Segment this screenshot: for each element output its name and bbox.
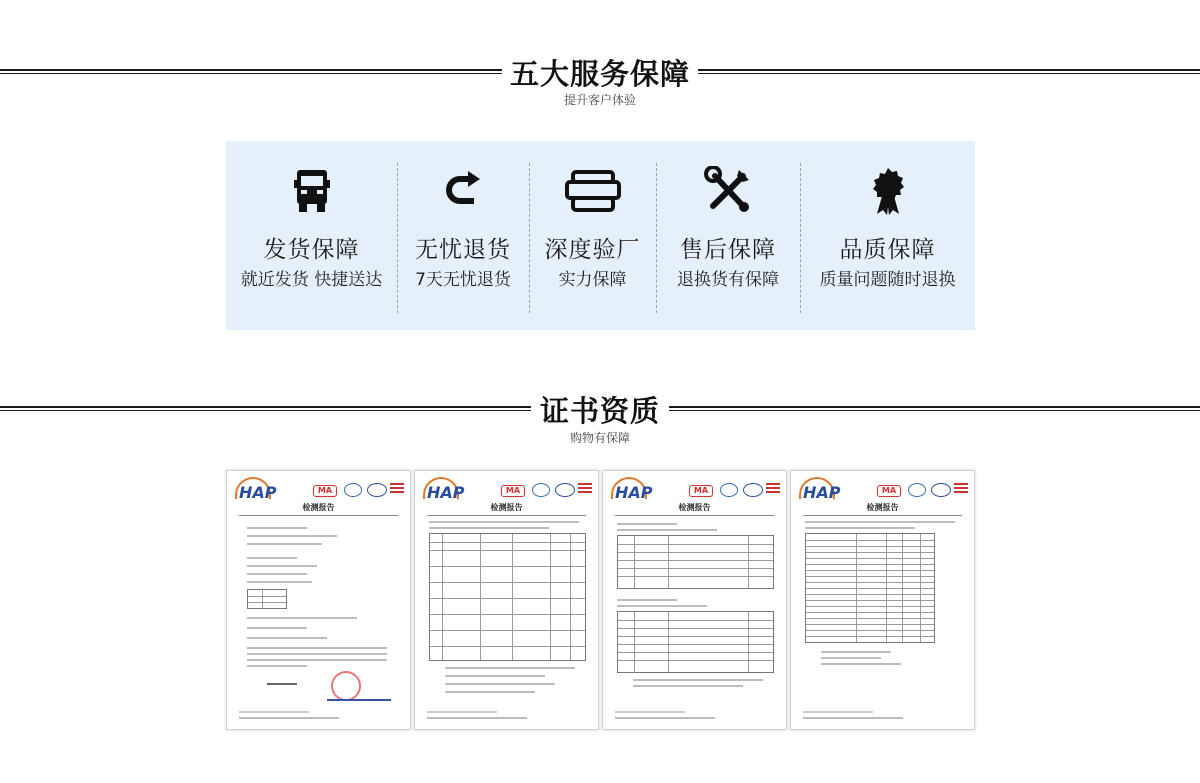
ma-stamp-logo: MA [501, 485, 525, 497]
service-name: 售后保障 [680, 237, 776, 263]
cnas-logo [367, 483, 387, 497]
certificate-document [414, 470, 599, 730]
service-item-shipping [226, 141, 397, 330]
service-desc: 7天无忧退货 [415, 270, 511, 290]
cma-logo [390, 483, 404, 499]
cma-logo [578, 483, 592, 499]
ma-stamp-logo: MA [313, 485, 337, 497]
ma-stamp-logo: MA [877, 485, 901, 497]
report-title: 检测报告 [866, 503, 899, 512]
red-seal [331, 671, 361, 701]
certificates-subtitle: 购物有保障 [569, 431, 630, 445]
report-title: 检测报告 [678, 503, 711, 512]
results-table [805, 533, 935, 643]
service-item-aftersales [656, 141, 800, 330]
service-desc: 质量问题随时退换 [819, 270, 956, 290]
ma-stamp-logo: MA [689, 485, 713, 497]
hap-logo: HAP [803, 483, 841, 502]
cnas-logo [743, 483, 763, 497]
certificate-document [602, 470, 787, 730]
service-item-factory [529, 141, 656, 330]
cma-logo [954, 483, 968, 499]
ilac-logo [532, 483, 550, 497]
sample-table [247, 589, 287, 609]
service-item-quality [800, 141, 975, 330]
ilac-logo [720, 483, 738, 497]
cnas-logo [931, 483, 951, 497]
factory-icon [568, 166, 618, 216]
tools-icon [703, 166, 753, 216]
hap-logo: HAP [427, 483, 465, 502]
service-desc: 实力保障 [558, 270, 627, 290]
service-name: 品质保障 [839, 237, 936, 263]
certificate-document [226, 470, 411, 730]
ribbon-award-icon [863, 166, 913, 216]
truck-icon [287, 166, 337, 216]
service-name: 深度验厂 [544, 237, 641, 263]
ilac-logo [344, 483, 362, 497]
service-name: 发货保障 [263, 237, 360, 263]
results-table [617, 611, 774, 673]
certificate-document [790, 470, 975, 730]
cnas-logo [555, 483, 575, 497]
services-panel [226, 141, 975, 330]
hap-logo: HAP [615, 483, 653, 502]
report-title: 检测报告 [302, 503, 335, 512]
certificates-title: 证书资质 [0, 389, 1200, 430]
ilac-logo [908, 483, 926, 497]
return-arrow-icon [438, 166, 488, 216]
service-name: 无忧退货 [415, 237, 511, 263]
services-subtitle: 提升客户体验 [563, 93, 636, 107]
results-table [429, 533, 586, 661]
results-table [617, 535, 774, 589]
service-item-return [397, 141, 529, 330]
service-desc: 就近发货 快捷送达 [240, 270, 383, 290]
services-title: 五大服务保障 [0, 52, 1200, 93]
hap-logo: HAP [239, 483, 277, 502]
cma-logo [766, 483, 780, 499]
report-title: 检测报告 [490, 503, 523, 512]
service-desc: 退换货有保障 [677, 270, 779, 290]
